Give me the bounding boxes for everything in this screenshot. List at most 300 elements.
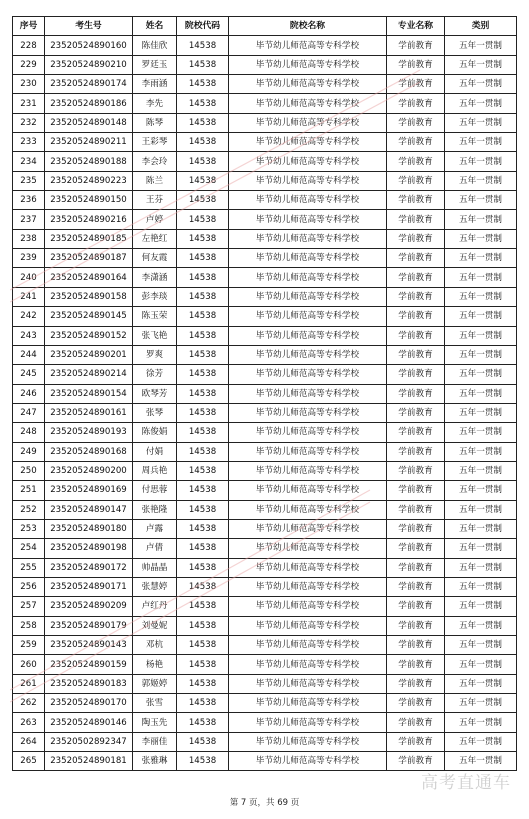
school-code-cell: 14538 <box>177 210 229 229</box>
seq-cell: 259 <box>13 636 45 655</box>
major-cell: 学前教育 <box>387 616 445 635</box>
exam-id-cell: 23520524890172 <box>45 558 133 577</box>
school-name-cell: 毕节幼儿师范高等专科学校 <box>229 597 387 616</box>
table-row <box>13 75 517 94</box>
major-cell: 学前教育 <box>387 171 445 190</box>
seq-cell: 237 <box>13 210 45 229</box>
name-cell: 罗爽 <box>133 345 177 364</box>
school-code-cell: 14538 <box>177 539 229 558</box>
table-row <box>13 152 517 171</box>
exam-id-cell: 23520524890183 <box>45 674 133 693</box>
column-header: 类别 <box>445 17 517 36</box>
seq-cell: 255 <box>13 558 45 577</box>
category-cell: 五年一贯制 <box>445 191 517 210</box>
major-cell: 学前教育 <box>387 655 445 674</box>
major-cell: 学前教育 <box>387 365 445 384</box>
category-cell: 五年一贯制 <box>445 694 517 713</box>
seq-cell: 234 <box>13 152 45 171</box>
major-cell: 学前教育 <box>387 500 445 519</box>
exam-id-cell: 23520524890168 <box>45 442 133 461</box>
name-cell: 陶玉先 <box>133 713 177 732</box>
major-cell: 学前教育 <box>387 75 445 94</box>
seq-cell: 236 <box>13 191 45 210</box>
category-cell: 五年一贯制 <box>445 229 517 248</box>
seq-cell: 252 <box>13 500 45 519</box>
table-row <box>13 403 517 422</box>
school-name-cell: 毕节幼儿师范高等专科学校 <box>229 171 387 190</box>
page-number: 第 7 页，共 69 页 <box>229 798 300 808</box>
school-code-cell: 14538 <box>177 423 229 442</box>
school-name-cell: 毕节幼儿师范高等专科学校 <box>229 345 387 364</box>
school-name-cell: 毕节幼儿师范高等专科学校 <box>229 384 387 403</box>
major-cell: 学前教育 <box>387 94 445 113</box>
major-cell: 学前教育 <box>387 694 445 713</box>
school-code-cell: 14538 <box>177 249 229 268</box>
table-row <box>13 461 517 480</box>
header-row <box>13 17 517 36</box>
name-cell: 陈玉荣 <box>133 307 177 326</box>
name-cell: 郭姬婷 <box>133 674 177 693</box>
major-cell: 学前教育 <box>387 519 445 538</box>
school-name-cell: 毕节幼儿师范高等专科学校 <box>229 191 387 210</box>
school-name-cell: 毕节幼儿师范高等专科学校 <box>229 210 387 229</box>
category-cell: 五年一贯制 <box>445 287 517 306</box>
seq-cell: 233 <box>13 133 45 152</box>
exam-id-cell: 23520524890187 <box>45 249 133 268</box>
name-cell: 王芬 <box>133 191 177 210</box>
seq-cell: 264 <box>13 732 45 751</box>
school-name-cell: 毕节幼儿师范高等专科学校 <box>229 75 387 94</box>
school-name-cell: 毕节幼儿师范高等专科学校 <box>229 732 387 751</box>
school-name-cell: 毕节幼儿师范高等专科学校 <box>229 268 387 287</box>
table-row <box>13 616 517 635</box>
category-cell: 五年一贯制 <box>445 171 517 190</box>
major-cell: 学前教育 <box>387 384 445 403</box>
school-name-cell: 毕节幼儿师范高等专科学校 <box>229 694 387 713</box>
category-cell: 五年一贯制 <box>445 636 517 655</box>
column-header: 姓名 <box>133 17 177 36</box>
seq-cell: 265 <box>13 752 45 771</box>
table-header <box>13 17 517 36</box>
name-cell: 张雅琳 <box>133 752 177 771</box>
name-cell: 李丽佳 <box>133 732 177 751</box>
major-cell: 学前教育 <box>387 210 445 229</box>
school-name-cell: 毕节幼儿师范高等专科学校 <box>229 616 387 635</box>
school-name-cell: 毕节幼儿师范高等专科学校 <box>229 519 387 538</box>
name-cell: 李潇涵 <box>133 268 177 287</box>
category-cell: 五年一贯制 <box>445 481 517 500</box>
school-name-cell: 毕节幼儿师范高等专科学校 <box>229 674 387 693</box>
school-code-cell: 14538 <box>177 519 229 538</box>
table-row <box>13 558 517 577</box>
major-cell: 学前教育 <box>387 732 445 751</box>
school-code-cell: 14538 <box>177 713 229 732</box>
major-cell: 学前教育 <box>387 597 445 616</box>
exam-id-cell: 23520524890211 <box>45 133 133 152</box>
table-row <box>13 519 517 538</box>
exam-id-cell: 23520524890148 <box>45 113 133 132</box>
table-row <box>13 171 517 190</box>
exam-id-cell: 23520524890154 <box>45 384 133 403</box>
exam-id-cell: 23520524890170 <box>45 694 133 713</box>
table-row <box>13 423 517 442</box>
major-cell: 学前教育 <box>387 307 445 326</box>
exam-id-cell: 23520524890169 <box>45 481 133 500</box>
table-row <box>13 249 517 268</box>
major-cell: 学前教育 <box>387 191 445 210</box>
table-row <box>13 674 517 693</box>
school-name-cell: 毕节幼儿师范高等专科学校 <box>229 423 387 442</box>
school-code-cell: 14538 <box>177 345 229 364</box>
seq-cell: 235 <box>13 171 45 190</box>
seq-cell: 232 <box>13 113 45 132</box>
school-code-cell: 14538 <box>177 36 229 55</box>
seq-cell: 238 <box>13 229 45 248</box>
school-code-cell: 14538 <box>177 752 229 771</box>
category-cell: 五年一贯制 <box>445 461 517 480</box>
name-cell: 李雨涵 <box>133 75 177 94</box>
seq-cell: 250 <box>13 461 45 480</box>
column-header: 院校名称 <box>229 17 387 36</box>
exam-id-cell: 23520524890152 <box>45 326 133 345</box>
table-row <box>13 55 517 74</box>
table-row <box>13 481 517 500</box>
major-cell: 学前教育 <box>387 577 445 596</box>
seq-cell: 249 <box>13 442 45 461</box>
school-code-cell: 14538 <box>177 326 229 345</box>
school-code-cell: 14538 <box>177 75 229 94</box>
exam-id-cell: 23520524890158 <box>45 287 133 306</box>
table-row <box>13 191 517 210</box>
school-name-cell: 毕节幼儿师范高等专科学校 <box>229 539 387 558</box>
admission-table <box>12 16 517 771</box>
school-name-cell: 毕节幼儿师范高等专科学校 <box>229 249 387 268</box>
name-cell: 欧琴芳 <box>133 384 177 403</box>
exam-id-cell: 23520524890180 <box>45 519 133 538</box>
category-cell: 五年一贯制 <box>445 713 517 732</box>
table-row <box>13 287 517 306</box>
school-code-cell: 14538 <box>177 500 229 519</box>
school-code-cell: 14538 <box>177 577 229 596</box>
school-code-cell: 14538 <box>177 442 229 461</box>
name-cell: 陈琴 <box>133 113 177 132</box>
seq-cell: 231 <box>13 94 45 113</box>
major-cell: 学前教育 <box>387 55 445 74</box>
category-cell: 五年一贯制 <box>445 597 517 616</box>
school-name-cell: 毕节幼儿师范高等专科学校 <box>229 365 387 384</box>
column-header: 院校代码 <box>177 17 229 36</box>
name-cell: 卢露 <box>133 519 177 538</box>
school-name-cell: 毕节幼儿师范高等专科学校 <box>229 636 387 655</box>
major-cell: 学前教育 <box>387 423 445 442</box>
school-name-cell: 毕节幼儿师范高等专科学校 <box>229 36 387 55</box>
column-header: 考生号 <box>45 17 133 36</box>
name-cell: 陈兰 <box>133 171 177 190</box>
table-row <box>13 113 517 132</box>
school-code-cell: 14538 <box>177 597 229 616</box>
category-cell: 五年一贯制 <box>445 384 517 403</box>
school-name-cell: 毕节幼儿师范高等专科学校 <box>229 461 387 480</box>
name-cell: 付娟 <box>133 442 177 461</box>
major-cell: 学前教育 <box>387 713 445 732</box>
table-row <box>13 694 517 713</box>
name-cell: 付思蓉 <box>133 481 177 500</box>
exam-id-cell: 23520524890198 <box>45 539 133 558</box>
seq-cell: 257 <box>13 597 45 616</box>
major-cell: 学前教育 <box>387 461 445 480</box>
major-cell: 学前教育 <box>387 636 445 655</box>
seq-cell: 256 <box>13 577 45 596</box>
table-row <box>13 539 517 558</box>
school-name-cell: 毕节幼儿师范高等专科学校 <box>229 577 387 596</box>
name-cell: 王彩琴 <box>133 133 177 152</box>
seq-cell: 261 <box>13 674 45 693</box>
school-name-cell: 毕节幼儿师范高等专科学校 <box>229 152 387 171</box>
category-cell: 五年一贯制 <box>445 113 517 132</box>
admission-list-sheet <box>12 16 516 771</box>
exam-id-cell: 23520524890146 <box>45 713 133 732</box>
school-code-cell: 14538 <box>177 481 229 500</box>
exam-id-cell: 23520524890210 <box>45 55 133 74</box>
school-code-cell: 14538 <box>177 113 229 132</box>
category-cell: 五年一贯制 <box>445 365 517 384</box>
school-name-cell: 毕节幼儿师范高等专科学校 <box>229 500 387 519</box>
name-cell: 徐芳 <box>133 365 177 384</box>
name-cell: 张艳隆 <box>133 500 177 519</box>
seq-cell: 263 <box>13 713 45 732</box>
exam-id-cell: 23520524890160 <box>45 36 133 55</box>
exam-id-cell: 23520524890171 <box>45 577 133 596</box>
brand-watermark-text: 高考直通车 <box>421 773 511 793</box>
major-cell: 学前教育 <box>387 36 445 55</box>
category-cell: 五年一贯制 <box>445 577 517 596</box>
column-header: 专业名称 <box>387 17 445 36</box>
category-cell: 五年一贯制 <box>445 674 517 693</box>
seq-cell: 239 <box>13 249 45 268</box>
category-cell: 五年一贯制 <box>445 442 517 461</box>
exam-id-cell: 23520524890188 <box>45 152 133 171</box>
category-cell: 五年一贯制 <box>445 345 517 364</box>
table-row <box>13 94 517 113</box>
school-name-cell: 毕节幼儿师范高等专科学校 <box>229 133 387 152</box>
school-name-cell: 毕节幼儿师范高等专科学校 <box>229 307 387 326</box>
seq-cell: 240 <box>13 268 45 287</box>
name-cell: 刘曼妮 <box>133 616 177 635</box>
exam-id-cell: 23520524890193 <box>45 423 133 442</box>
exam-id-cell: 23520524890214 <box>45 365 133 384</box>
category-cell: 五年一贯制 <box>445 133 517 152</box>
table-row <box>13 326 517 345</box>
seq-cell: 241 <box>13 287 45 306</box>
table-row <box>13 577 517 596</box>
category-cell: 五年一贯制 <box>445 249 517 268</box>
name-cell: 陈佳欣 <box>133 36 177 55</box>
name-cell: 李先 <box>133 94 177 113</box>
seq-cell: 260 <box>13 655 45 674</box>
name-cell: 帅晶晶 <box>133 558 177 577</box>
major-cell: 学前教育 <box>387 152 445 171</box>
table-row <box>13 597 517 616</box>
seq-cell: 254 <box>13 539 45 558</box>
school-name-cell: 毕节幼儿师范高等专科学校 <box>229 113 387 132</box>
school-code-cell: 14538 <box>177 268 229 287</box>
table-row <box>13 36 517 55</box>
exam-id-cell: 23520524890161 <box>45 403 133 422</box>
table-row <box>13 384 517 403</box>
major-cell: 学前教育 <box>387 674 445 693</box>
exam-id-cell: 23520524890159 <box>45 655 133 674</box>
school-name-cell: 毕节幼儿师范高等专科学校 <box>229 403 387 422</box>
school-code-cell: 14538 <box>177 655 229 674</box>
school-code-cell: 14538 <box>177 616 229 635</box>
exam-id-cell: 23520524890164 <box>45 268 133 287</box>
name-cell: 邓杭 <box>133 636 177 655</box>
name-cell: 张琴 <box>133 403 177 422</box>
category-cell: 五年一贯制 <box>445 539 517 558</box>
major-cell: 学前教育 <box>387 481 445 500</box>
table-row <box>13 500 517 519</box>
exam-id-cell: 23520524890209 <box>45 597 133 616</box>
name-cell: 彭李琰 <box>133 287 177 306</box>
category-cell: 五年一贯制 <box>445 268 517 287</box>
school-name-cell: 毕节幼儿师范高等专科学校 <box>229 55 387 74</box>
category-cell: 五年一贯制 <box>445 655 517 674</box>
exam-id-cell: 23520524890147 <box>45 500 133 519</box>
school-code-cell: 14538 <box>177 287 229 306</box>
exam-id-cell: 23520524890179 <box>45 616 133 635</box>
school-code-cell: 14538 <box>177 558 229 577</box>
major-cell: 学前教育 <box>387 539 445 558</box>
category-cell: 五年一贯制 <box>445 36 517 55</box>
name-cell: 周兵艳 <box>133 461 177 480</box>
school-name-cell: 毕节幼儿师范高等专科学校 <box>229 326 387 345</box>
school-code-cell: 14538 <box>177 674 229 693</box>
category-cell: 五年一贯制 <box>445 519 517 538</box>
school-code-cell: 14538 <box>177 403 229 422</box>
exam-id-cell: 23520502892347 <box>45 732 133 751</box>
school-code-cell: 14538 <box>177 229 229 248</box>
exam-id-cell: 23520524890201 <box>45 345 133 364</box>
seq-cell: 253 <box>13 519 45 538</box>
school-code-cell: 14538 <box>177 365 229 384</box>
name-cell: 卢红丹 <box>133 597 177 616</box>
major-cell: 学前教育 <box>387 442 445 461</box>
category-cell: 五年一贯制 <box>445 500 517 519</box>
school-code-cell: 14538 <box>177 307 229 326</box>
name-cell: 何友霞 <box>133 249 177 268</box>
category-cell: 五年一贯制 <box>445 94 517 113</box>
school-name-cell: 毕节幼儿师范高等专科学校 <box>229 442 387 461</box>
seq-cell: 248 <box>13 423 45 442</box>
exam-id-cell: 23520524890216 <box>45 210 133 229</box>
major-cell: 学前教育 <box>387 287 445 306</box>
name-cell: 卢倩 <box>133 539 177 558</box>
major-cell: 学前教育 <box>387 268 445 287</box>
table-body <box>13 36 517 771</box>
name-cell: 罗廷玉 <box>133 55 177 74</box>
major-cell: 学前教育 <box>387 345 445 364</box>
table-row <box>13 655 517 674</box>
school-name-cell: 毕节幼儿师范高等专科学校 <box>229 752 387 771</box>
name-cell: 卢婷 <box>133 210 177 229</box>
category-cell: 五年一贯制 <box>445 558 517 577</box>
school-name-cell: 毕节幼儿师范高等专科学校 <box>229 287 387 306</box>
category-cell: 五年一贯制 <box>445 326 517 345</box>
school-name-cell: 毕节幼儿师范高等专科学校 <box>229 481 387 500</box>
major-cell: 学前教育 <box>387 133 445 152</box>
category-cell: 五年一贯制 <box>445 210 517 229</box>
table-row <box>13 636 517 655</box>
category-cell: 五年一贯制 <box>445 307 517 326</box>
school-code-cell: 14538 <box>177 55 229 74</box>
school-code-cell: 14538 <box>177 152 229 171</box>
major-cell: 学前教育 <box>387 403 445 422</box>
major-cell: 学前教育 <box>387 326 445 345</box>
school-code-cell: 14538 <box>177 94 229 113</box>
school-name-cell: 毕节幼儿师范高等专科学校 <box>229 558 387 577</box>
category-cell: 五年一贯制 <box>445 752 517 771</box>
seq-cell: 246 <box>13 384 45 403</box>
category-cell: 五年一贯制 <box>445 616 517 635</box>
table-row <box>13 133 517 152</box>
major-cell: 学前教育 <box>387 249 445 268</box>
seq-cell: 228 <box>13 36 45 55</box>
category-cell: 五年一贯制 <box>445 732 517 751</box>
table-row <box>13 307 517 326</box>
seq-cell: 229 <box>13 55 45 74</box>
school-code-cell: 14538 <box>177 133 229 152</box>
category-cell: 五年一贯制 <box>445 152 517 171</box>
major-cell: 学前教育 <box>387 113 445 132</box>
seq-cell: 243 <box>13 326 45 345</box>
table-row <box>13 229 517 248</box>
school-code-cell: 14538 <box>177 636 229 655</box>
name-cell: 杨艳 <box>133 655 177 674</box>
seq-cell: 251 <box>13 481 45 500</box>
table-row <box>13 345 517 364</box>
exam-id-cell: 23520524890185 <box>45 229 133 248</box>
school-name-cell: 毕节幼儿师范高等专科学校 <box>229 229 387 248</box>
school-code-cell: 14538 <box>177 694 229 713</box>
major-cell: 学前教育 <box>387 752 445 771</box>
school-name-cell: 毕节幼儿师范高等专科学校 <box>229 713 387 732</box>
table-row <box>13 713 517 732</box>
exam-id-cell: 23520524890174 <box>45 75 133 94</box>
exam-id-cell: 23520524890181 <box>45 752 133 771</box>
seq-cell: 244 <box>13 345 45 364</box>
exam-id-cell: 23520524890200 <box>45 461 133 480</box>
major-cell: 学前教育 <box>387 558 445 577</box>
exam-id-cell: 23520524890186 <box>45 94 133 113</box>
school-code-cell: 14538 <box>177 461 229 480</box>
seq-cell: 262 <box>13 694 45 713</box>
exam-id-cell: 23520524890150 <box>45 191 133 210</box>
seq-cell: 247 <box>13 403 45 422</box>
major-cell: 学前教育 <box>387 229 445 248</box>
name-cell: 陈俊娟 <box>133 423 177 442</box>
table-row <box>13 442 517 461</box>
category-cell: 五年一贯制 <box>445 75 517 94</box>
category-cell: 五年一贯制 <box>445 55 517 74</box>
school-name-cell: 毕节幼儿师范高等专科学校 <box>229 655 387 674</box>
exam-id-cell: 23520524890143 <box>45 636 133 655</box>
table-row <box>13 268 517 287</box>
name-cell: 张慧婷 <box>133 577 177 596</box>
column-header: 序号 <box>13 17 45 36</box>
exam-id-cell: 23520524890145 <box>45 307 133 326</box>
category-cell: 五年一贯制 <box>445 403 517 422</box>
seq-cell: 258 <box>13 616 45 635</box>
